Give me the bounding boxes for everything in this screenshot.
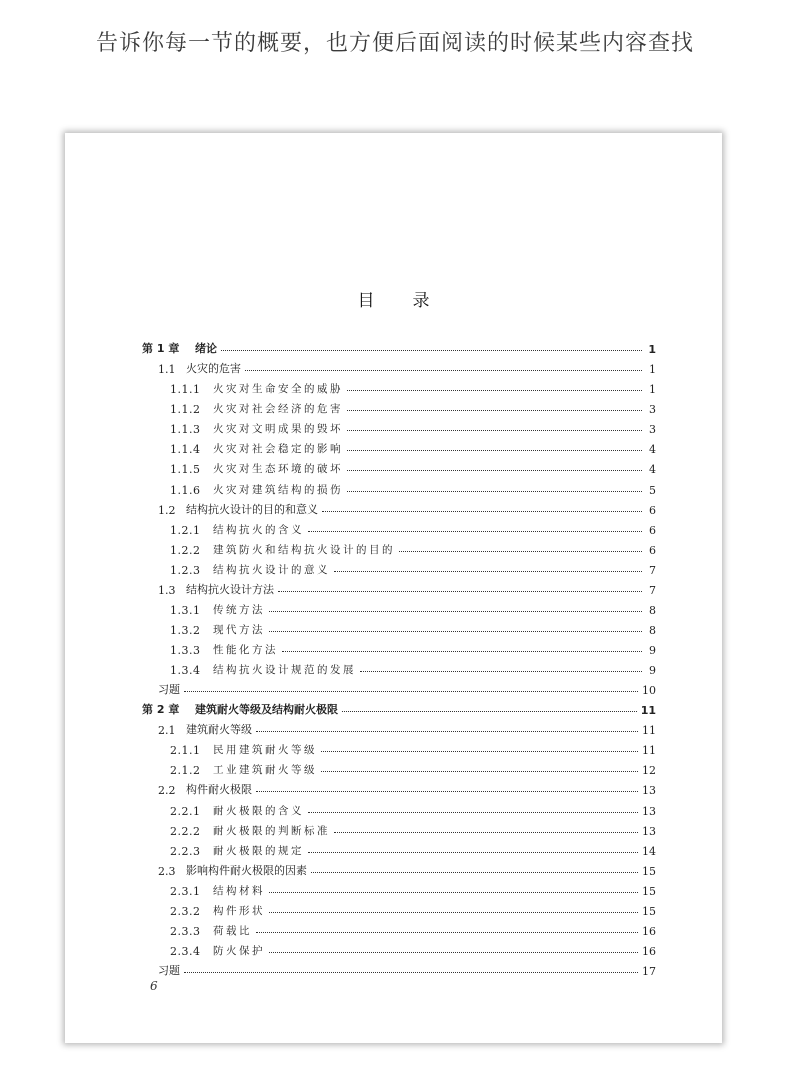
toc-page-number: 14: [642, 844, 656, 858]
toc-number: 2.3.1: [170, 884, 201, 898]
toc-title: 建筑耐火等级及结构耐火极限: [195, 703, 338, 717]
toc-page-number: 13: [642, 784, 656, 798]
toc-page-number: 16: [642, 944, 656, 958]
toc-page-number: 7: [649, 563, 656, 577]
dot-leader: [347, 430, 642, 431]
toc-title: 工业建筑耐火等级: [213, 764, 317, 777]
toc-title: 绪论: [195, 342, 217, 356]
toc-page-number: 6: [649, 543, 656, 557]
toc-page-number: 15: [642, 904, 656, 918]
dot-leader: [347, 390, 642, 391]
toc-number: 1.3.4: [170, 664, 201, 678]
toc-number: 1.1.1: [170, 383, 201, 397]
toc-subsection: [142, 376, 656, 396]
dot-leader: [347, 470, 642, 471]
toc-title: 耐火极限的判断标准: [213, 824, 330, 837]
toc-page-number: 7: [649, 583, 656, 597]
toc-title: 结构抗火设计规范的发展: [213, 664, 356, 677]
title-char: 录: [412, 291, 430, 311]
toc-title: 性能化方法: [213, 644, 278, 656]
toc-subsection: [142, 757, 656, 777]
toc-chapter: [142, 336, 656, 356]
toc-page-number: 9: [649, 664, 656, 678]
dot-leader: [342, 711, 637, 712]
toc-number: 2.2.3: [170, 844, 201, 858]
toc-number: 2.3: [158, 864, 176, 878]
toc-page-number: 11: [642, 744, 656, 758]
toc-number: 1.3.3: [170, 644, 201, 657]
toc-subsection: [142, 818, 656, 838]
toc-title: 耐火极限的规定: [213, 844, 304, 857]
toc-number: 2.3.4: [170, 944, 201, 958]
toc-title: 火灾的危害: [186, 362, 241, 376]
toc-title: 结构抗火的含义: [213, 523, 304, 536]
toc-subsection: [142, 918, 656, 938]
toc-number: 2.1: [158, 724, 176, 738]
toc-title: 防火保护: [213, 944, 265, 957]
toc-number: 1.2.1: [170, 523, 201, 537]
toc-title: 结构抗火设计的意义: [213, 563, 330, 576]
toc-page-number: 8: [649, 603, 656, 617]
dot-leader: [321, 771, 638, 772]
toc-title: 民用建筑耐火等级: [213, 744, 317, 757]
toc-page-number: 15: [642, 864, 656, 878]
toc-exercises: [142, 958, 656, 978]
dot-leader: [256, 731, 638, 732]
table-of-contents: [142, 336, 656, 978]
book-page: [65, 133, 722, 1043]
dot-leader: [184, 972, 638, 973]
toc-page-number: 6: [649, 503, 656, 517]
toc-number: 1.3: [158, 583, 176, 597]
toc-page-number: 4: [649, 443, 656, 457]
toc-subsection: [142, 436, 656, 456]
toc-subsection: [142, 737, 656, 757]
dot-leader: [269, 952, 638, 953]
toc-title: 结构材料: [213, 884, 265, 897]
toc-number: 1.3.1: [170, 603, 201, 617]
dot-leader: [308, 812, 638, 813]
dot-leader: [334, 571, 642, 572]
toc-title: 结构抗火设计的目的和意义: [186, 502, 318, 516]
toc-subsection: [142, 557, 656, 577]
toc-page-number: 4: [649, 463, 656, 477]
toc-page-number: 3: [649, 423, 656, 437]
toc-title: 结构抗火设计方法: [186, 582, 274, 596]
toc-section: [142, 777, 656, 797]
dot-leader: [221, 350, 642, 351]
toc-number: 1.3.2: [170, 623, 201, 637]
dot-leader: [256, 932, 638, 933]
toc-page-number: 16: [642, 924, 656, 938]
toc-title: 习题: [158, 964, 180, 977]
toc-subsection: [142, 537, 656, 557]
toc-number: 1.1.4: [170, 443, 201, 457]
footer-page-number: 6: [150, 979, 158, 993]
toc-subsection: [142, 938, 656, 958]
dot-leader: [278, 591, 642, 592]
toc-title: 火灾对社会经济的危害: [213, 403, 343, 416]
page-title: [65, 286, 722, 311]
toc-subsection: [142, 838, 656, 858]
toc-subsection: [142, 878, 656, 898]
toc-section: [142, 717, 656, 737]
dot-leader: [184, 691, 638, 692]
title-char: 目: [357, 291, 375, 311]
dot-leader: [311, 872, 638, 873]
toc-subsection: [142, 597, 656, 617]
toc-title: 构件形状: [213, 904, 265, 917]
toc-title: 建筑耐火等级: [186, 723, 252, 737]
toc-title: 火灾对生命安全的威胁: [213, 383, 343, 396]
dot-leader: [245, 370, 642, 371]
toc-title: 现代方法: [213, 623, 265, 636]
toc-title: 火灾对文明成果的毁坏: [213, 423, 343, 436]
toc-page-number: 1: [649, 383, 656, 397]
toc-exercises: [142, 677, 656, 697]
toc-chapter: [142, 697, 656, 717]
toc-page-number: 12: [642, 764, 656, 778]
toc-subsection: [142, 456, 656, 476]
toc-number: 2.2.1: [170, 804, 201, 818]
toc-title: 构件耐火极限: [186, 783, 252, 797]
dot-leader: [334, 832, 638, 833]
toc-page-number: 15: [642, 884, 656, 898]
toc-subsection: [142, 637, 656, 657]
dot-leader: [308, 852, 638, 853]
dot-leader: [269, 611, 642, 612]
toc-page-number: 11: [642, 724, 656, 738]
toc-title: 影响构件耐火极限的因素: [186, 863, 307, 877]
toc-page-number: 1: [648, 343, 656, 357]
toc-title: 荷载比: [213, 924, 252, 937]
dot-leader: [347, 450, 642, 451]
toc-number: 1.2.2: [170, 543, 201, 557]
dot-leader: [347, 410, 642, 411]
toc-number: 1.1: [158, 363, 176, 377]
toc-number: 1.1.2: [170, 403, 201, 417]
toc-number: 第 2 章: [142, 703, 180, 717]
dot-leader: [269, 892, 638, 893]
toc-subsection: [142, 396, 656, 416]
toc-number: 第 1 章: [142, 342, 180, 356]
toc-subsection: [142, 517, 656, 537]
toc-number: 1.2: [158, 503, 176, 517]
dot-leader: [282, 651, 642, 652]
toc-subsection: [142, 797, 656, 817]
toc-number: 1.1.5: [170, 463, 201, 477]
toc-title: 习题: [158, 683, 180, 697]
dot-leader: [399, 551, 642, 552]
toc-page-number: 13: [642, 824, 656, 838]
toc-number: 2.2: [158, 784, 176, 798]
dot-leader: [321, 751, 638, 752]
toc-page-number: 5: [649, 483, 656, 497]
toc-page-number: 9: [649, 644, 656, 657]
toc-number: 1.1.6: [170, 483, 201, 497]
dot-leader: [347, 491, 642, 492]
toc-title: 火灾对建筑结构的损伤: [213, 483, 343, 496]
toc-page-number: 1: [649, 363, 656, 377]
toc-subsection: [142, 617, 656, 637]
toc-page-number: 8: [649, 623, 656, 637]
toc-page-number: 3: [649, 403, 656, 417]
toc-section: [142, 356, 656, 376]
toc-title: 耐火极限的含义: [213, 804, 304, 817]
toc-section: [142, 497, 656, 517]
toc-subsection: [142, 476, 656, 496]
toc-title: 火灾对生态环境的破坏: [213, 463, 343, 476]
toc-subsection: [142, 416, 656, 436]
toc-page-number: 13: [642, 804, 656, 818]
toc-page-number: 10: [642, 684, 656, 698]
toc-number: 1.1.3: [170, 423, 201, 437]
toc-number: 2.3.3: [170, 924, 201, 938]
caption-text: 告诉你每一节的概要，也方便后面阅读的时候某些内容查找: [95, 31, 694, 56]
toc-number: 2.1.2: [170, 764, 201, 778]
toc-title: 传统方法: [213, 603, 265, 616]
dot-leader: [269, 631, 642, 632]
toc-subsection: [142, 898, 656, 918]
toc-section: [142, 577, 656, 597]
toc-page-number: 17: [642, 965, 656, 978]
dot-leader: [308, 531, 642, 532]
toc-page-number: 6: [649, 523, 656, 537]
dot-leader: [322, 511, 642, 512]
dot-leader: [269, 912, 638, 913]
toc-title: 火灾对社会稳定的影响: [213, 443, 343, 456]
toc-page-number: 11: [640, 704, 656, 718]
toc-number: 2.2.2: [170, 824, 201, 838]
toc-number: 2.1.1: [170, 744, 201, 758]
dot-leader: [256, 791, 638, 792]
dot-leader: [360, 671, 642, 672]
toc-title: 建筑防火和结构抗火设计的目的: [213, 543, 395, 556]
toc-number: 2.3.2: [170, 904, 201, 918]
toc-section: [142, 858, 656, 878]
toc-subsection: [142, 657, 656, 677]
toc-number: 1.2.3: [170, 563, 201, 577]
